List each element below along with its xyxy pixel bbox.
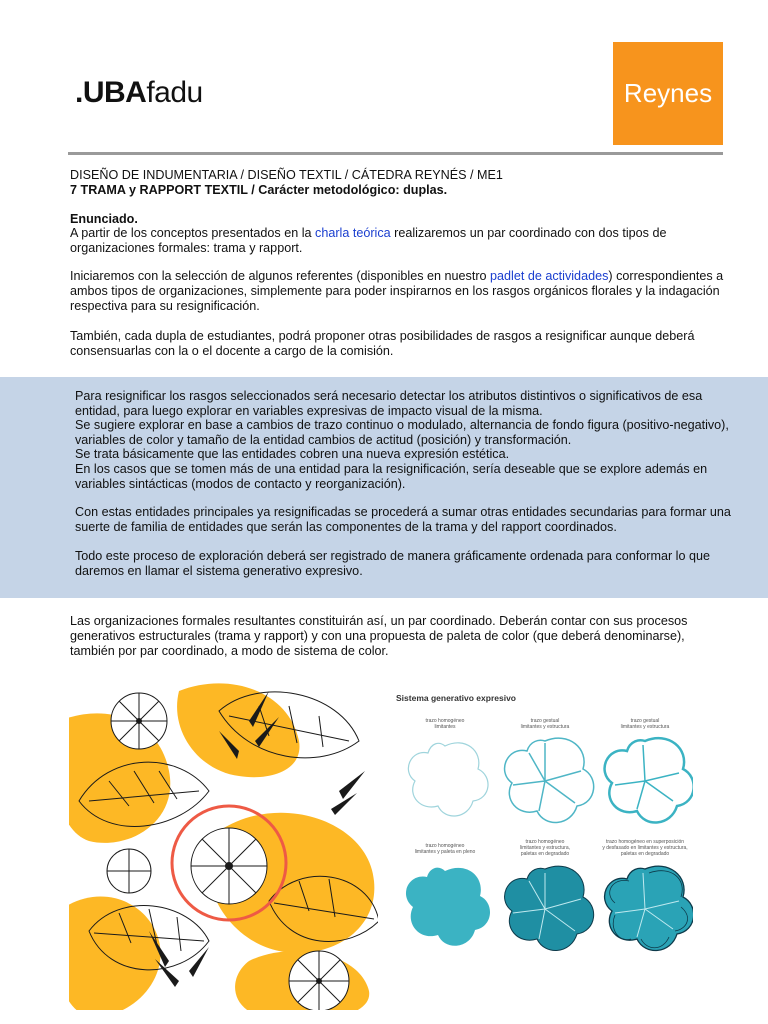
band-paragraph-1: Para resignificar los rasgos seleccionados será necesario detectar los atributos distintivos o significativos de esa entidad, para luego explorar en variables expresivas de impacto visual de la misma. Se sugiere explorar en base a cambios de trazo continuo o modulado, alternancia de fondo figura (positivo-negativo), variables de color y tamaño de la entidad cambios de actitud (posición) y transformación. Se trata básicamente que las entidades cobren una nueva expresión estética. En los casos que se tomen más de una entidad para la resignificación, sería deseable que se explore además en variables sintácticas (modos de contacto y reorganización). — [75, 389, 729, 491]
paragraph-organizaciones: Las organizaciones formales resultantes constituirán así, un par coordinado. Deberán contar con sus procesos generativos estructurales (trama y rapport) y con una propuesta de paleta de color (que deberá denominarse), también por par coordinado, a modo de sistema de color. — [70, 614, 688, 658]
svg-text:limitantes: limitantes — [434, 724, 456, 730]
tropical-pattern-image — [69, 681, 378, 1010]
svg-text:trazo gestual: trazo gestual — [630, 718, 660, 724]
svg-text:trazo gestual: trazo gestual — [530, 718, 560, 724]
charla-teorica-link[interactable]: charla teórica — [315, 226, 391, 240]
uba-fadu-logo: .UBAfadu — [75, 76, 203, 109]
generative-system-image — [393, 681, 693, 1011]
padlet-link[interactable]: padlet de actividades — [490, 269, 609, 283]
svg-text:limitantes y estructura: limitantes y estructura — [620, 724, 670, 730]
svg-text:paletas en degradado: paletas en degradado — [620, 851, 670, 857]
svg-text:limitantes y estructura: limitantes y estructura — [520, 724, 570, 730]
paragraph-referentes: Iniciaremos con la selección de algunos referentes (disponibles en nuestro padlet de actividades) correspondientes a ambos tipos de organizaciones, simplemente para poder inspirarnos en los rasgos orgánicos florales y la indagación respectiva para su resignificación. — [70, 269, 724, 313]
svg-text:trazo homogéneo: trazo homogéneo — [425, 718, 465, 724]
band-paragraph-2: Con estas entidades principales ya resignificadas se procederá a sumar otras entidades secundarias para formar una suerte de familia de entidades que serán las componentes de la trama y del rapport coordinados. — [75, 505, 731, 534]
enunciado-heading: Enunciado. — [70, 212, 138, 226]
svg-text:paletas en degradado: paletas en degradado — [520, 851, 570, 857]
svg-text:trazo homogéneo en superposici: trazo homogéneo en superposición — [605, 839, 685, 845]
assignment-title: 7 TRAMA y RAPPORT TEXTIL / Carácter metodológico: duplas. — [70, 183, 448, 197]
paragraph-dupla: También, cada dupla de estudiantes, podrá proponer otras posibilidades de rasgos a resignificar aunque deberá consensuarlas con la o el docente a cargo de la comisión. — [70, 329, 695, 358]
system-title: Sistema generativo expresivo — [396, 693, 517, 703]
header-divider — [68, 152, 723, 155]
svg-text:y desfasado en limitantes y es: y desfasado en limitantes y estructura, — [602, 845, 688, 851]
course-line: DISEÑO DE INDUMENTARIA / DISEÑO TEXTIL / CÁTEDRA REYNÉS / ME1 — [70, 168, 503, 182]
band-paragraph-3: Todo este proceso de exploración deberá ser registrado de manera gráficamente ordenada para conformar lo que daremos en llamar el sistema generativo expresivo. — [75, 549, 710, 578]
svg-text:limitantes y paleta en pleno: limitantes y paleta en pleno — [414, 849, 476, 855]
svg-text:trazo homogéneo: trazo homogéneo — [525, 839, 565, 845]
paragraph-intro: A partir de los conceptos presentados en la charla teórica realizaremos un par coordinado con dos tipos de organizaciones formales: trama y rapport. — [70, 226, 667, 255]
svg-text:trazo homogéneo: trazo homogéneo — [425, 843, 465, 849]
reynes-logo: Reynes — [613, 42, 723, 145]
svg-text:limitantes y estructura,: limitantes y estructura, — [519, 845, 571, 851]
